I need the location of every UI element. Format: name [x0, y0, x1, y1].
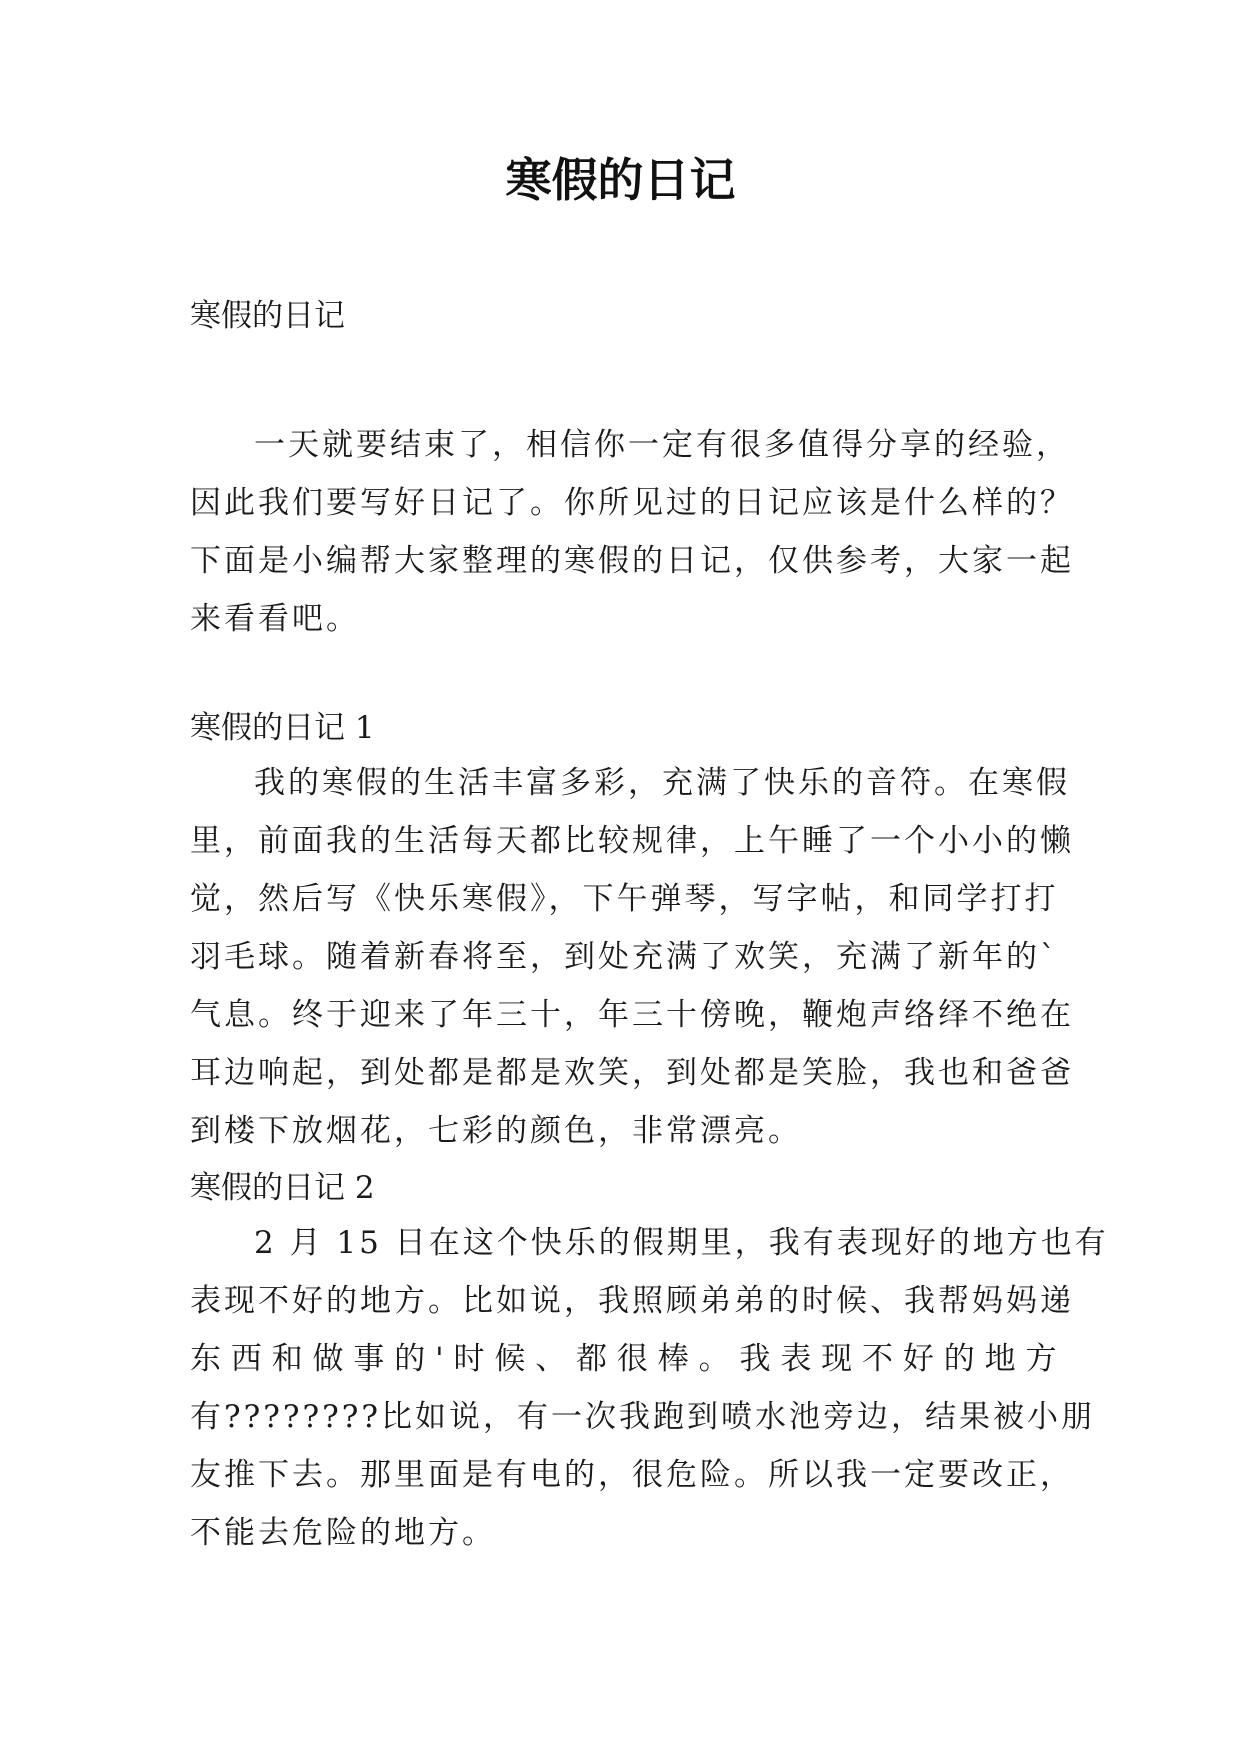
subtitle: 寒假的日记 — [190, 298, 345, 334]
section-line: 羽毛球。随着新春将至，到处充满了欢笑，充满了新年的` — [190, 939, 1059, 975]
section-heading: 寒假的日记 1 — [190, 710, 375, 746]
intro-line: 一天就要结束了，相信你一定有很多值得分享的经验， — [254, 427, 1070, 463]
intro-line: 来看看吧。 — [190, 601, 360, 637]
section-line: 觉，然后写《快乐寒假》，下午弹琴，写字帖，和同学打打 — [190, 881, 1059, 917]
section-heading: 寒假的日记 2 — [190, 1170, 375, 1206]
intro-line: 下面是小编帮大家整理的寒假的日记，仅供参考，大家一起 — [190, 543, 1074, 579]
section-line: 不能去危险的地方。 — [190, 1515, 496, 1551]
document-title: 寒假的日记 — [505, 153, 736, 207]
document-body — [190, 290, 1109, 1562]
diary-section-1 — [190, 702, 1074, 1160]
section-line: 2 月 15 日在这个快乐的假期里，我有表现好的地方也有 — [254, 1225, 1109, 1261]
section-line: 友推下去。那里面是有电的，很危险。所以我一定要改正， — [190, 1457, 1074, 1493]
section-line: 到楼下放烟花，七彩的颜色，非常漂亮。 — [190, 1113, 802, 1149]
intro-line: 因此我们要写好日记了。你所见过的日记应该是什么样的？ — [190, 485, 1074, 521]
section-line: 有????????比如说，有一次我跑到喷水池旁边，结果被小朋 — [190, 1399, 1095, 1435]
section-line: 气息。终于迎来了年三十，年三十傍晚，鞭炮声络绎不绝在 — [190, 997, 1074, 1033]
section-line: 耳边响起，到处都是都是欢笑，到处都是笑脸，我也和爸爸 — [190, 1055, 1074, 1091]
section-line: 我的寒假的生活丰富多彩，充满了快乐的音符。在寒假 — [254, 765, 1070, 801]
spacer — [190, 648, 1070, 702]
diary-section-2 — [190, 1162, 1109, 1562]
section-line: 东 西 和 做 事 的 ' 时 候 、 都 很 棒 。 我 表 现 不 好 的 地 方 — [190, 1341, 1057, 1377]
section-line: 里，前面我的生活每天都比较规律，上午睡了一个小小的懒 — [190, 823, 1074, 859]
intro-paragraph — [190, 416, 1074, 648]
section-line: 表现不好的地方。比如说，我照顾弟弟的时候、我帮妈妈递 — [190, 1283, 1074, 1319]
spacer — [190, 342, 1070, 416]
